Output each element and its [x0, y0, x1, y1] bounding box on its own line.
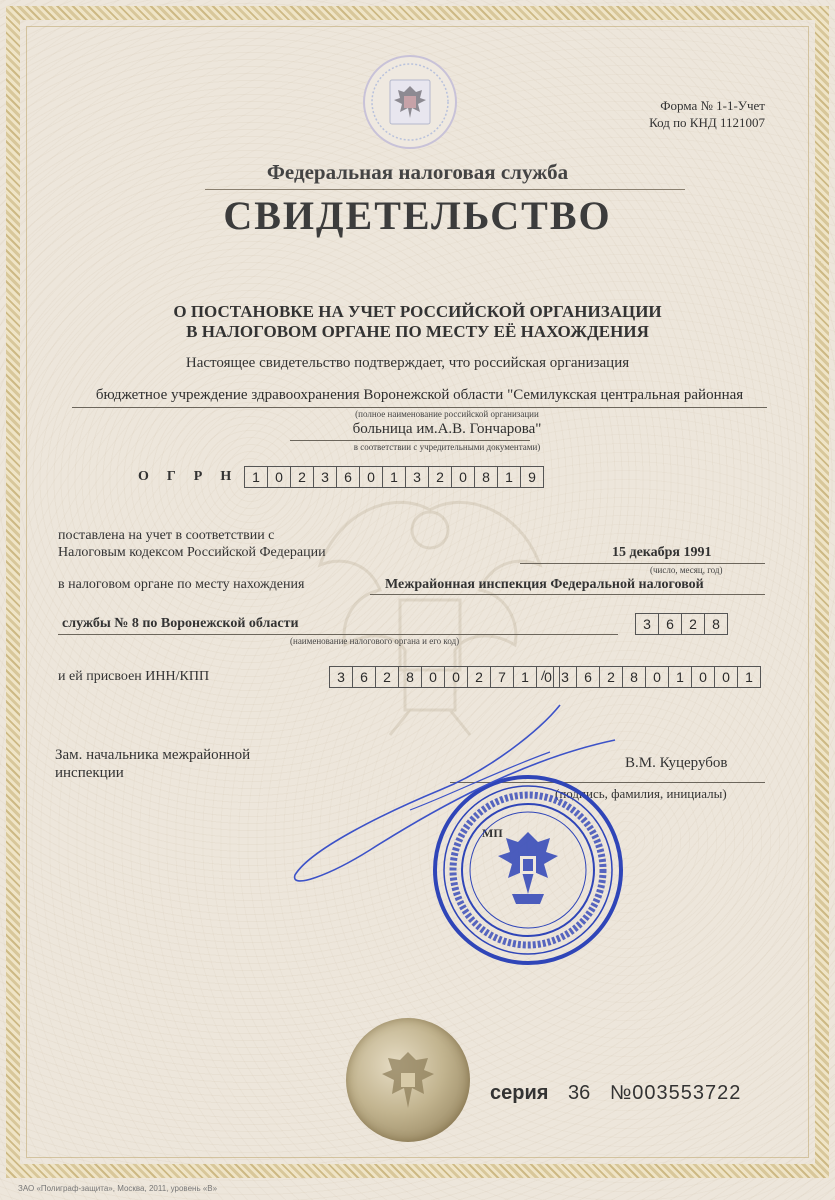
form-code-block	[649, 97, 765, 131]
ogrn-digit: 2	[290, 466, 314, 488]
kpp-digit: 0	[714, 666, 738, 688]
authority-code-digit: 6	[658, 613, 682, 635]
registration-text-2: Налоговым кодексом Российской Федерации	[58, 545, 326, 560]
series-label: серия	[490, 1082, 549, 1104]
ogrn-digit: 0	[359, 466, 383, 488]
inn-boxes	[330, 666, 560, 688]
signature-caption: (подпись, фамилия, инициалы)	[555, 786, 727, 801]
inn-digit: 2	[375, 666, 399, 688]
inn-kpp-label: и ей присвоен ИНН/КПП	[58, 669, 210, 684]
date-underline	[520, 563, 765, 564]
ogrn-digit: 2	[428, 466, 452, 488]
inn-digit: 2	[467, 666, 491, 688]
series-number: №003553722	[609, 1082, 742, 1104]
signatory-name: В.М. Куцерубов	[625, 755, 728, 771]
authority-label: в налоговом органе по месту нахождения	[58, 577, 305, 592]
authority-caption: (наименование налогового органа и его код)	[290, 636, 460, 646]
agency-name: Федеральная налоговая служба	[266, 160, 569, 184]
inn-digit: 3	[329, 666, 353, 688]
printer-footer: ЗАО «Полиграф-защита», Москва, 2011, уровень «В»	[18, 1184, 218, 1193]
ogrn-digit: 1	[497, 466, 521, 488]
knd-code: Код по КНД 1121007	[649, 115, 765, 130]
mp-marker: МП	[482, 826, 503, 840]
ogrn-digit: 1	[382, 466, 406, 488]
document-subtitle	[0, 302, 835, 342]
series-block	[490, 1082, 741, 1105]
ogrn-label: ОГРН	[138, 469, 250, 484]
ogrn-digit: 6	[336, 466, 360, 488]
authority-code-boxes	[636, 613, 728, 635]
registration-text-1: поставлена на учет в соответствии с	[58, 528, 275, 543]
handwritten-signature-icon	[290, 700, 620, 890]
inn-digit: 8	[398, 666, 422, 688]
authority-code-digit: 2	[681, 613, 705, 635]
form-number: Форма № 1-1-Учет	[660, 98, 765, 113]
authority-name-2: службы № 8 по Воронежской области	[62, 616, 299, 631]
authority-name-1: Межрайонная инспекция Федеральной налоговой	[385, 577, 704, 592]
kpp-digit: 1	[668, 666, 692, 688]
ogrn-digit: 9	[520, 466, 544, 488]
inn-digit: 0	[421, 666, 445, 688]
org-name-line-1	[72, 387, 767, 404]
ogrn-digit: 0	[267, 466, 291, 488]
fns-emblem-icon	[360, 52, 460, 152]
ogrn-digit: 8	[474, 466, 498, 488]
signatory-position-2: инспекции	[55, 765, 124, 781]
hologram-seal	[346, 1018, 470, 1142]
registration-date: 15 декабря 1991	[612, 545, 712, 560]
kpp-digit: 2	[599, 666, 623, 688]
authority-underline-1	[370, 594, 765, 595]
ogrn-boxes	[245, 466, 544, 488]
kpp-digit: 0	[691, 666, 715, 688]
org-name-line-2	[72, 421, 822, 438]
kpp-digit: 0	[645, 666, 669, 688]
authority-code-digit: 3	[635, 613, 659, 635]
series-value: 36	[568, 1082, 591, 1104]
signatory-position-1: Зам. начальника межрайонной	[55, 747, 251, 763]
kpp-digit: 8	[622, 666, 646, 688]
document-title: СВИДЕТЕЛЬСТВО	[223, 193, 612, 238]
inn-digit: 1	[513, 666, 537, 688]
hologram-eagle-icon	[346, 1018, 470, 1142]
authority-code-digit: 8	[704, 613, 728, 635]
inn-digit: 7	[490, 666, 514, 688]
org-name-underline-2	[290, 440, 530, 441]
subtitle-line-2: В НАЛОГОВОМ ОРГАНЕ ПО МЕСТУ ЕЁ НАХОЖДЕНИЯ	[186, 322, 649, 341]
org-name-caption-1: (полное наименование российской организации	[355, 409, 539, 419]
confirmation-text: Настоящее свидетельство подтверждает, что российская организация	[185, 355, 630, 371]
org-name-underline-1	[72, 407, 767, 408]
inn-digit: 0	[536, 666, 560, 688]
agency-divider	[205, 189, 685, 190]
inn-digit: 6	[352, 666, 376, 688]
kpp-digit: 3	[553, 666, 577, 688]
inn-digit: 0	[444, 666, 468, 688]
kpp-digit: 6	[576, 666, 600, 688]
ogrn-digit: 0	[451, 466, 475, 488]
org-name-caption-2: в соответствии с учредительными документами)	[353, 442, 541, 452]
kpp-digit: 1	[737, 666, 761, 688]
subtitle-line-1: О ПОСТАНОВКЕ НА УЧЕТ РОССИЙСКОЙ ОРГАНИЗАЦИИ	[173, 302, 662, 321]
authority-underline-2	[58, 634, 618, 635]
date-caption: (число, месяц, год)	[650, 565, 723, 575]
ogrn-digit: 1	[244, 466, 268, 488]
org-name-text-2: больница им.А.В. Гончарова"	[352, 421, 542, 437]
org-name-text-1: бюджетное учреждение здравоохранения Воронежской области "Семилукская центральная районная	[95, 387, 744, 403]
ogrn-digit: 3	[405, 466, 429, 488]
inn-kpp-separator: /	[541, 668, 546, 684]
kpp-boxes	[554, 666, 761, 688]
ogrn-digit: 3	[313, 466, 337, 488]
